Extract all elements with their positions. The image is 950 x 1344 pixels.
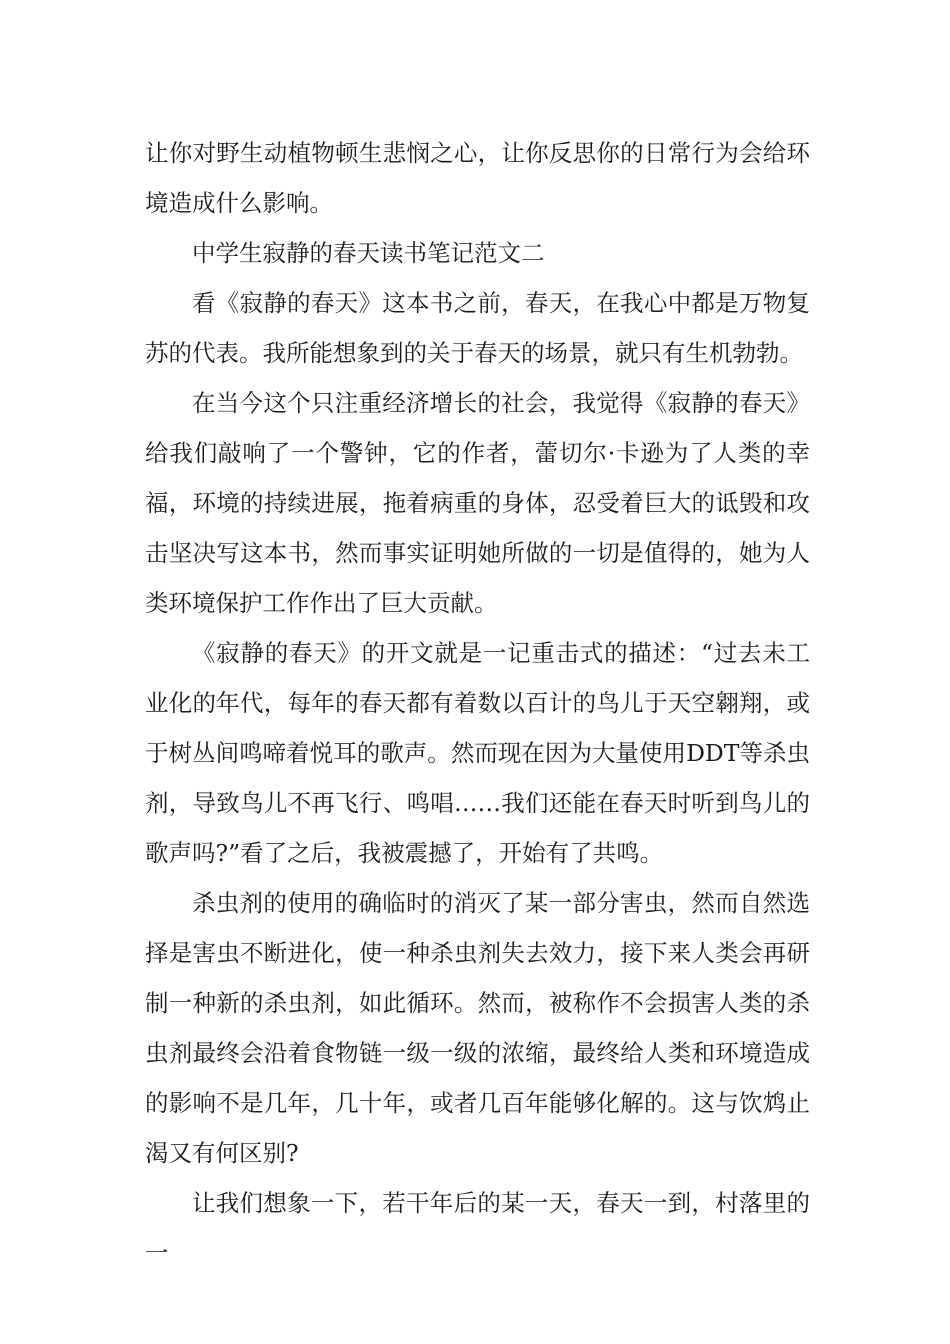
paragraph: 杀虫剂的使用的确临时的消灭了某一部分害虫，然而自然选择是害虫不断进化，使一种杀虫剂失去效力，接下来人类会再研制一种新的杀虫剂，如此循环。然而，被称作不会损害人类的杀虫剂最终会沿着食物链一级一级的浓缩，最终给人类和环境造成的影响不是几年，几十年，或者几百年能够化解的。这与饮鸩止渴又有何区别?: [145, 889, 810, 1167]
paragraph: 让你对野生动植物顿生悲悯之心，让你反思你的日常行为会给环境造成什么影响。: [145, 139, 810, 217]
paragraph: 看《寂静的春天》这本书之前，春天，在我心中都是万物复苏的代表。我所能想象到的关于春天的场景，就只有生机勃勃。: [145, 289, 810, 367]
paragraph: 《寂静的春天》的开文就是一记重击式的描述：“过去未工业化的年代，每年的春天都有着数以百计的鸟儿于天空翱翔，或于树丛间鸣啼着悦耳的歌声。然而现在因为大量使用DDT等杀虫剂，导致鸟儿不再飞行、鸣唱……我们还能在春天时听到鸟儿的歌声吗?”看了之后，我被震撼了，开始有了共鸣。: [145, 639, 810, 867]
paragraph: 让我们想象一下，若干年后的某一天，春天一到，村落里的一: [145, 1189, 810, 1267]
paragraph: 在当今这个只注重经济增长的社会，我觉得《寂静的春天》给我们敲响了一个警钟，它的作者，蕾切尔·卡逊为了人类的幸福，环境的持续进展，拖着病重的身体，忍受着巨大的诋毁和攻击坚决写这本书，然而事实证明她所做的一切是值得的，她为人类环境保护工作作出了巨大贡献。: [145, 389, 810, 617]
section-heading: 中学生寂静的春天读书笔记范文二: [192, 239, 545, 267]
document-body: [145, 128, 810, 1278]
